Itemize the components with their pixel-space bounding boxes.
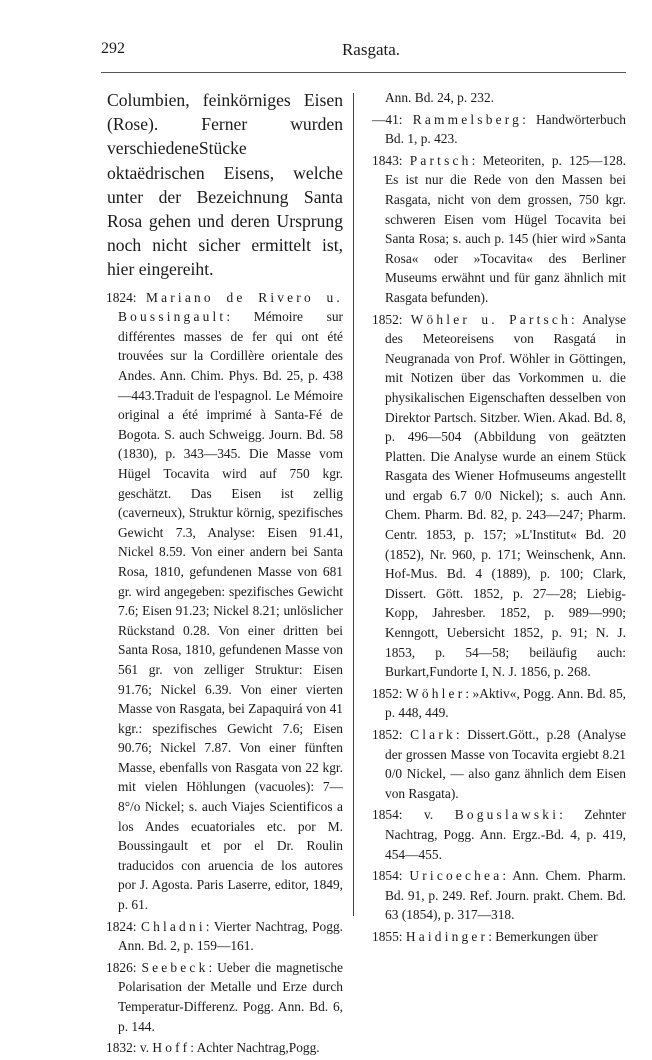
entry-text: : Handwörterbuch Bd. 1, p. 423. [385, 111, 626, 147]
entry-prefix: v. [424, 807, 455, 823]
entry-author: Partsch [409, 152, 472, 168]
entry-author: Clark [410, 727, 456, 742]
bibliography-entry [107, 958, 343, 1036]
page-number: 292 [101, 40, 125, 57]
entry-author: Rammelsberg [412, 111, 523, 127]
running-title: Rasgata. [341, 40, 401, 59]
entry-year: 1855: [372, 928, 403, 944]
entry-year: 1854: [372, 807, 403, 823]
entry-text: : »Aktiv«, Pogg. Ann. Bd. 85, p. 448, 449. [385, 685, 626, 721]
bibliography-entry [372, 110, 626, 149]
entry-author: Haidinger [405, 928, 489, 944]
entry-year: 1852: [372, 311, 403, 327]
continuation-text: Ann. Bd. 24, p. 232. [385, 90, 494, 105]
entry-year: 1852: [372, 727, 403, 742]
header-rule [101, 72, 626, 73]
entry-text: : Ann. Chem. Pharm. Bd. 91, p. 249. Ref. Journ. prakt. Chem. Bd. 63 (1854), p. 317—318. [385, 868, 626, 923]
entry-author: Seebeck [141, 959, 209, 975]
bibliography-entry [372, 684, 626, 723]
bibliography-entry [372, 151, 626, 308]
bibliography-entry [107, 288, 343, 915]
entry-author: Mariano de Rivero u. Boussingault [118, 289, 343, 325]
entry-year: —41: [372, 111, 403, 127]
entry-author: Boguslawski [454, 807, 560, 823]
right-column [372, 88, 626, 949]
bibliography-entry [372, 805, 626, 864]
entry-author: Chladni [140, 918, 206, 934]
bibliography-entry [372, 866, 626, 925]
column-divider [353, 93, 354, 916]
entry-text: : Analyse des Meteoreisens von Rasgatá in Neugranada von Prof. Wöhler in Göttingen, mit Notizen über das Vorkommen u. die physikalischen Eigenschaften desselben von Direktor Partsch. Sitzber. Wien. Akad. Bd. 8, p. 496—504 (Abbildung von geätzten Platten. Die Analyse wurde an einem Stück Rasgata des Wiener Hofmuseums angestellt und ergab 6.7 0/0 Nickel); s. auch Ann. Chem. Pharm. Bd. 82, p. 243—247; Pharm. Centr. 1853, p. 157; »L'Institut« Bd. 20 (1852), Nr. 960, p. 171; Weinschenk, Ann. Hof-Mus. Bd. 4 (1889), p. 100; Clark, Dissert. Gött. 1852, p. 27—28; Liebig-Kopp, Jahresber. 1852, p. 989—990; Kenngott, Uebersicht 1852, p. 91; N. J. 1853, p. 54—58; beiläufig auch: Burkart,Fundorte I, N. J. 1856, p. 268. [385, 311, 626, 680]
entry-year: 1824: [106, 289, 137, 305]
bibliography-entry [372, 927, 626, 947]
bibliography-entry [107, 917, 343, 956]
entry-author: Hoff [152, 1040, 191, 1056]
left-column [107, 88, 343, 1060]
entry-author: Wöhler u. Partsch [410, 311, 571, 327]
entry-year: 1854: [372, 868, 403, 884]
entry-year: 1826: [106, 959, 137, 975]
entry-text: : Bemerkungen über [488, 928, 598, 944]
entry-text: : Mémoire sur différentes masses de fer qui ont été trouvées sur la Cordillère orientale des Andes. Ann. Chim. Phys. Bd. 25, p. 438—443.Traduit de l'espagnol. Le Mémoire original a été imprimé à Santa-Fé de Bogota. S. auch Schweigg. Journ. Bd. 58 (1830), p. 343—345. Die Masse vom Hügel Tocavita wird auf 750 kgr. geschätzt. Das Eisen ist zellig (caverneux), Struktur körnig, spezifisches Gewicht 7.3, Analyse: Eisen 91.41, Nickel 8.59. Von einer andern bei Santa Rosa, 1810, gefundenen Masse von 681 gr. wird angegeben: spezifisches Gewicht 7.6; Eisen 91.23; Nickel 8.21; unlöslicher Rückstand 0.28. Von einer dritten bei Santa Rosa, 1810, gefundenen Masse von 561 gr. von zelliger Struktur: Eisen 91.76; Nickel 6.39. Von einer vierten Masse von Rasgata, bei Zapaquirá von 41 kgr.: spezifisches Gewicht 7.6; Eisen 90.76; Nickel 7.87. Von einer fünften Masse, ebenfalls von Rasgata von 22 kgr. mit vielen Höhlungen (vacuoles): 7—8°/o Nickel; s. auch Viajes Scientificos a los Andes ecuatoriales etc. por M. Boussingault et por el Dr. Roulin traducidos con aruencia de los autores por J. Agosta. Paris Laserre, editor, 1849, p. 61. [118, 309, 343, 913]
entry-prefix: v. [139, 1040, 153, 1056]
bibliography-entry [372, 725, 626, 803]
entry-year: 1843: [372, 152, 403, 168]
bibliography-entry [372, 310, 626, 682]
bibliography-entry [107, 1038, 343, 1058]
entry-author: Uricoechea [409, 868, 503, 884]
entry-year: 1824: [106, 918, 137, 934]
entry-year: 1832: [106, 1040, 137, 1056]
intro-paragraph: Columbien, feinkörniges Eisen (Rose). Ferner wurden verschiedeneStücke oktaëdrischen Eisens, welche unter der Bezeichnung Santa Rosa gehen und deren Ursprung noch nicht sicher ermittelt ist, hier eingereiht. [107, 90, 343, 280]
entry-text: : Zehnter Nachtrag, Pogg. Ann. Ergz.-Bd. 4, p. 419, 454—455. [385, 807, 626, 862]
entry-text: : Vierter Nachtrag, Pogg. Ann. Bd. 2, p. 159—161. [118, 918, 343, 954]
page-header [101, 40, 631, 62]
entry-text: : Ueber die magnetische Polarisation der Metalle und Erze durch Temperatur-Differenz. Pogg. Ann. Bd. 6, p. 144. [118, 959, 343, 1034]
entry-author: Wöhler [406, 685, 466, 701]
entry-text: : Dissert.Gött., p.28 (Analyse der grossen Masse von Tocavita ergiebt 8.21 0/0 Nickel, — also ganz ähnlich dem Eisen von Rasgata). [385, 727, 626, 801]
entry-text: : Meteoriten, p. 125—128. Es ist nur die Rede von den Massen bei Rasgata, nicht von dem grossen, 750 kgr. schweren Eisen vom Hügel Tocavita bei Santa Rosa; s. auch p. 145 (hier wird »Santa Rosa« oder »Tocavita« des Berliner Museums erwähnt und für ganz ähnlich mit Rasgata befunden). [385, 152, 626, 305]
entry-text: : Achter Nachtrag,Pogg. [190, 1040, 320, 1056]
entry-year: 1852: [372, 685, 403, 701]
